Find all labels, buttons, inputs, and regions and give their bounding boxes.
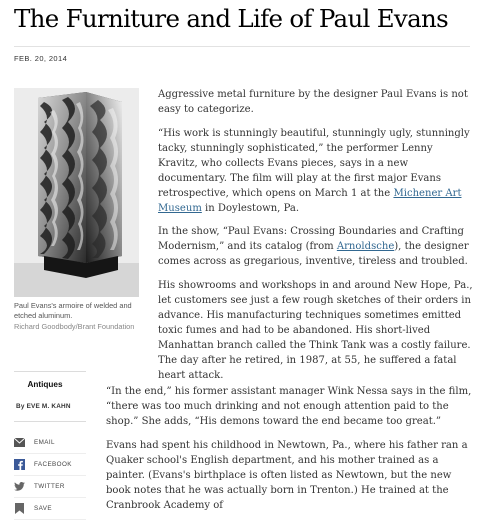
armoire-photo[interactable] [14, 88, 139, 297]
arnoldsche-link[interactable]: Arnoldsche [336, 241, 395, 252]
paragraph-3-end: ), the designer comes across as gregarious, inventive, tireless and troubled. [158, 241, 469, 267]
share-facebook-label: FACEBOOK [34, 461, 72, 468]
paragraph-3-start: In the show, “Paul Evans: Crossing Boundaries and Crafting Modernism,” and its catalog (from [158, 226, 464, 252]
paragraph-4: His showrooms and workshops in and around New Hope, Pa., let customers see just a few rough sketches of their orders in advance. His manufacturing techniques sometimes emitted toxic fumes and had to be abandoned. His short-lived Manhattan branch called the Think Tank was a costly failure. The day after he retired, in 1987, at 55, he suffered a fatal heart attack. [158, 279, 473, 381]
byline-author[interactable]: EVE M. KAHN [26, 403, 71, 410]
share-tools [14, 432, 86, 520]
byline-prefix: By [16, 403, 25, 410]
section-rule-bottom [14, 421, 86, 422]
share-twitter-label: TWITTER [34, 483, 65, 490]
caption-text: Paul Evans's armoire of welded and etched aluminum. [14, 301, 132, 321]
share-email-label: EMAIL [34, 439, 55, 446]
dateline: FEB. 20, 2014 [14, 54, 68, 63]
save-icon [14, 503, 25, 514]
paragraph-2 [158, 126, 474, 216]
share-save[interactable] [14, 498, 86, 520]
paragraph-1: Aggressive metal furniture by the designer Paul Evans is not easy to categorize. [158, 89, 468, 115]
share-save-label: SAVE [34, 505, 52, 512]
section-rule-top [14, 371, 86, 372]
photo-caption [14, 301, 139, 332]
byline [16, 403, 71, 410]
paragraph-6: Evans had spent his childhood in Newtown, Pa., where his father ran a Quaker school's English department, and his mother trained as a painter. (Evans's birthplace is often listed as Newtown, but the new book notes that he was actually born in Trenton.) He trained at the Cranbrook Academy of [106, 439, 468, 511]
paragraph-3 [158, 224, 474, 269]
facebook-icon [14, 459, 25, 470]
paragraph-2-text: “His work is stunningly beautiful, stunningly ugly, stunningly tacky, stunningly sophisticated,” the performer Lenny Kravitz, who collects Evans pieces, says in a new documentary. The film will play at the first major Evans retrospective, which opens on March 1 at the [158, 127, 470, 199]
share-facebook[interactable] [14, 454, 86, 476]
photo-credit: Richard Goodbody/Brant Foundation [14, 321, 135, 331]
headline: The Furniture and Life of Paul Evans [14, 4, 448, 33]
article-body-lower [106, 384, 474, 521]
armoire-illustration [14, 88, 139, 297]
paragraph-5: “In the end,” his former assistant manager Wink Nessa says in the film, “there was too much drinking and not enough attention paid to the shop.” She adds, “His demons toward the end became too great.” [106, 386, 472, 427]
section-label[interactable]: Antiques [27, 380, 63, 389]
paragraph-2-end: in Doylestown, Pa. [201, 202, 300, 214]
share-twitter[interactable] [14, 476, 86, 498]
share-email[interactable] [14, 432, 86, 454]
twitter-icon [14, 481, 25, 492]
article-body-upper [158, 87, 474, 391]
michener-museum-link[interactable]: Michener Art Museum [158, 187, 462, 214]
header-divider [14, 46, 470, 47]
email-icon [14, 437, 25, 448]
